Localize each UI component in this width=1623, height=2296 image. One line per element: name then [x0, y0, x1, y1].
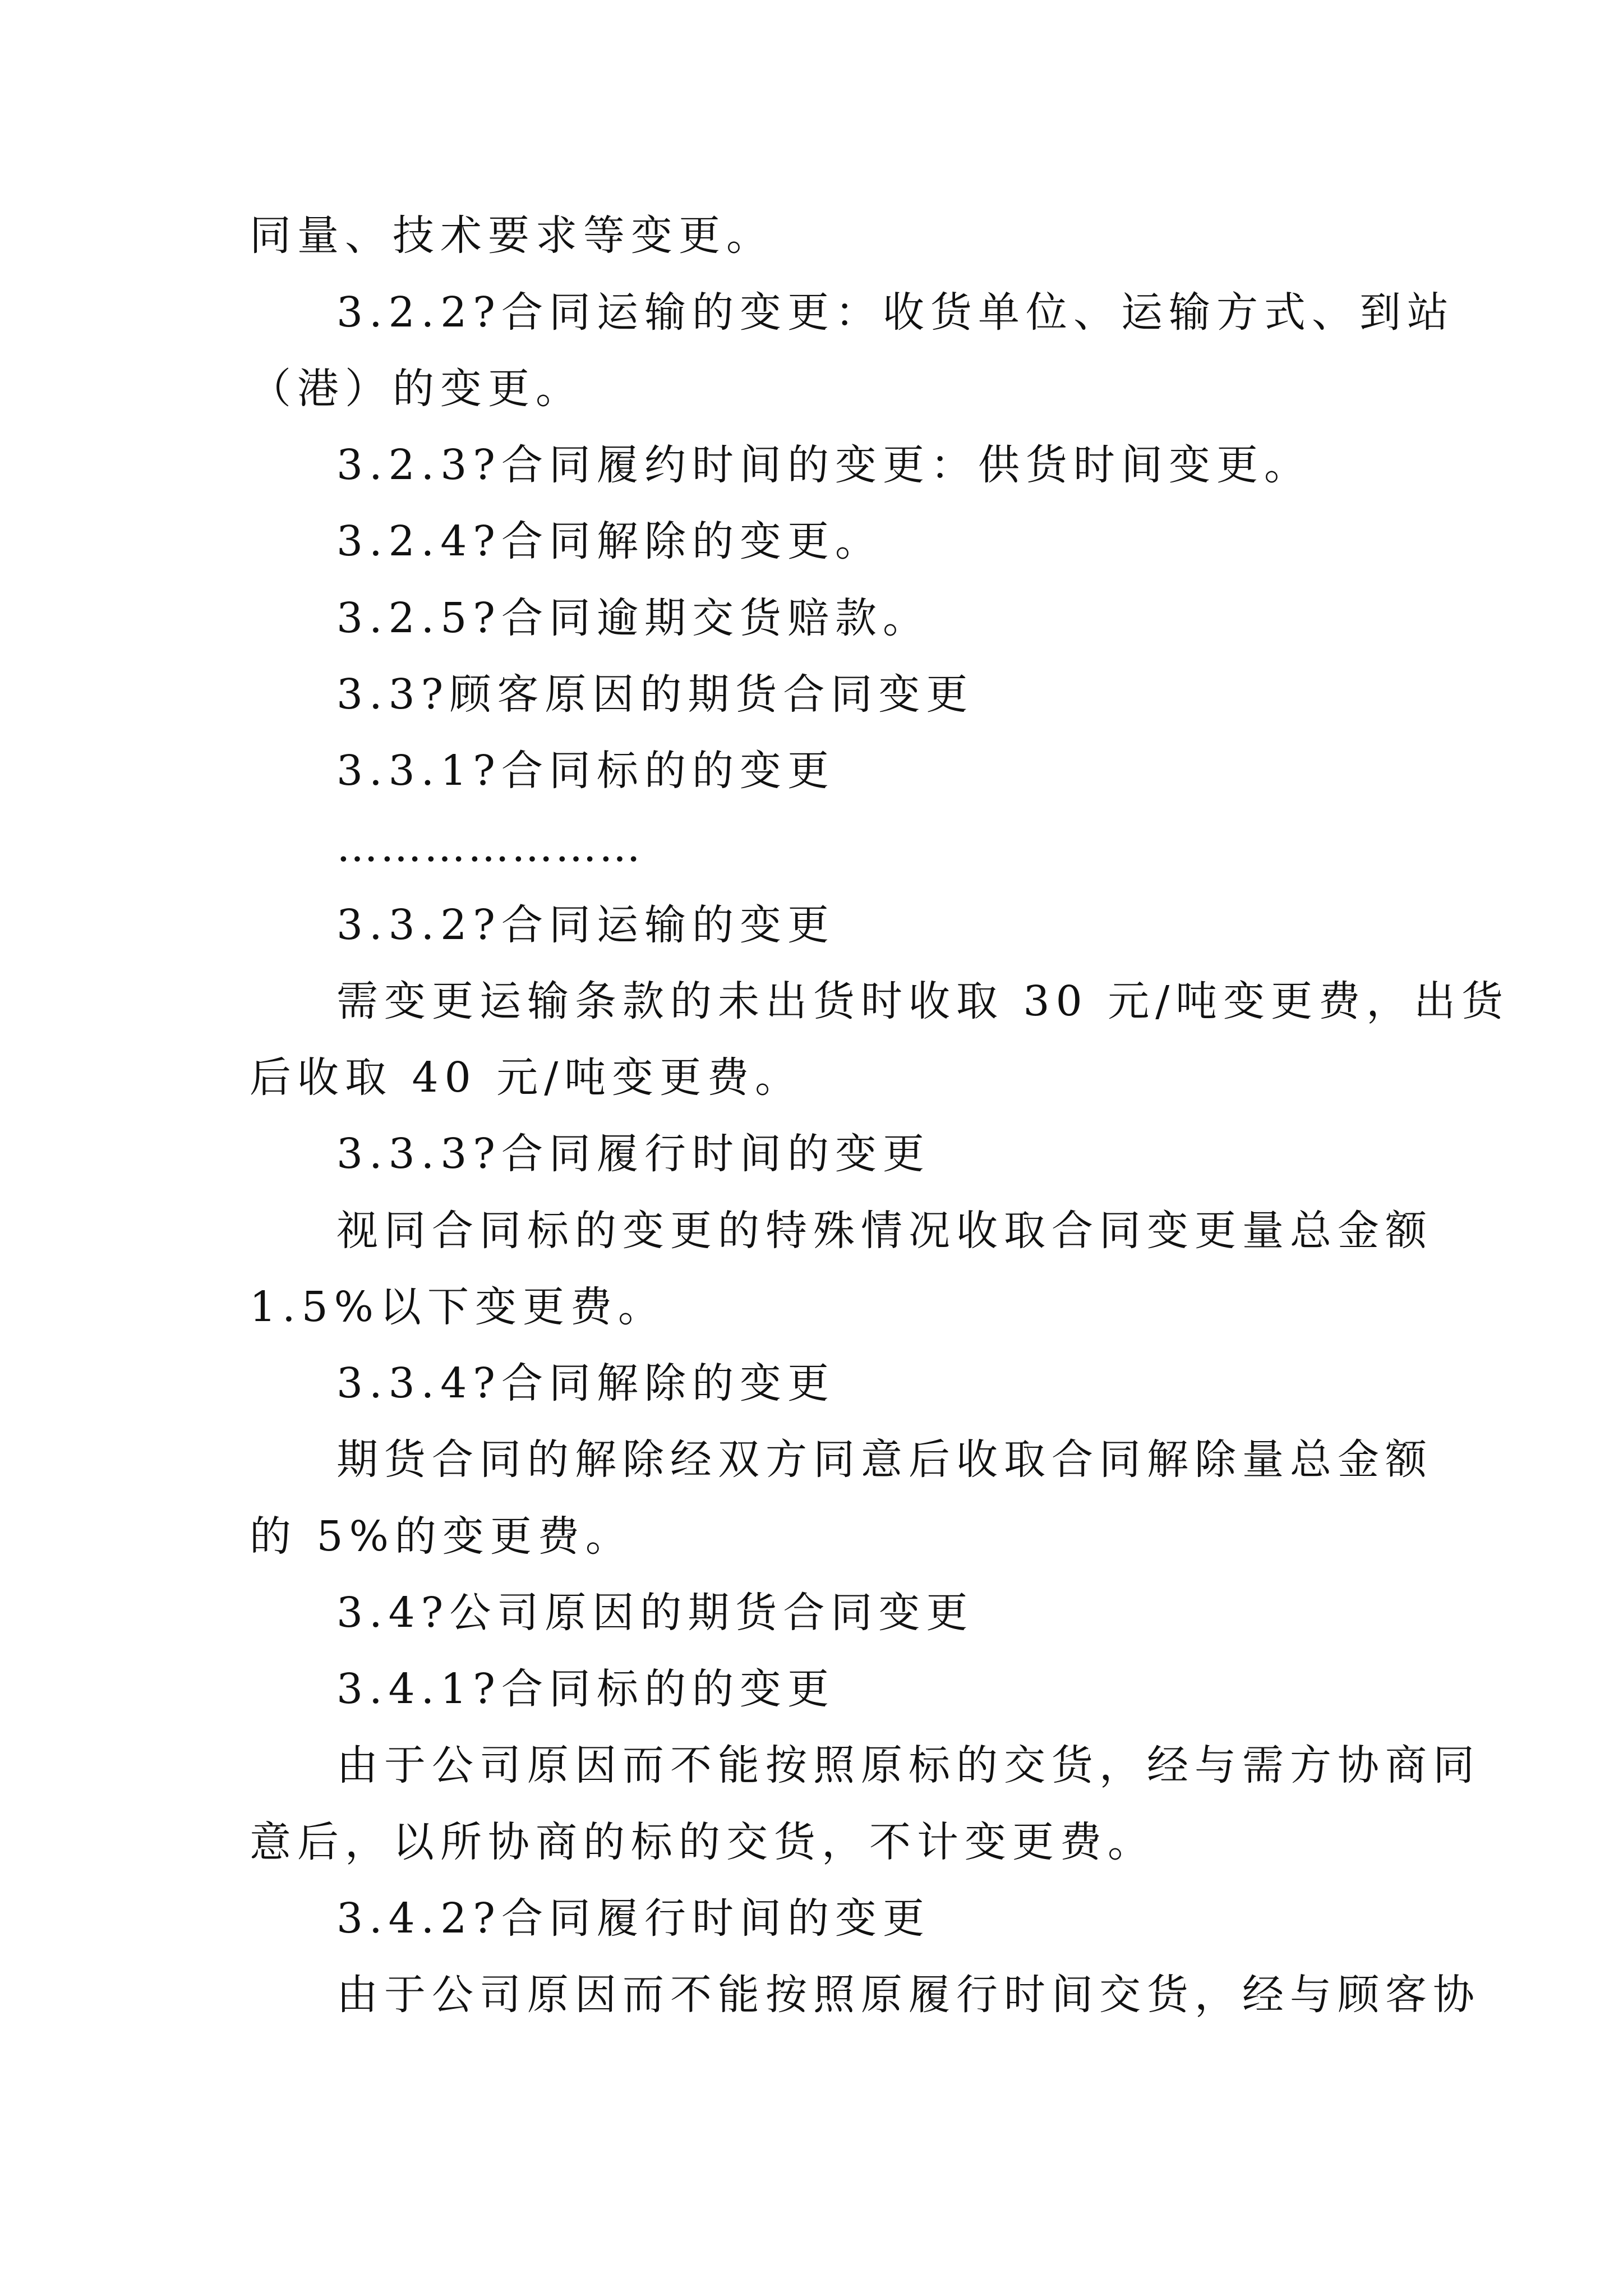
section-heading-3-3-2: 3.3.2?合同运输的变更: [336, 901, 835, 949]
paragraph-line: 的 5%的变更费。: [250, 1512, 633, 1561]
section-heading-3-2-4: 3.2.4?合同解除的变更。: [336, 517, 883, 565]
paragraph-line: 后收取 40 元/吨变更费。: [250, 1053, 803, 1102]
section-heading-3-3-3: 3.3.3?合同履行时间的变更: [336, 1130, 930, 1178]
section-heading-3-2-3: 3.2.3?合同履约时间的变更：供货时间变更。: [336, 441, 1312, 489]
section-heading-3-2-2: 3.2.2?合同运输的变更：收货单位、运输方式、到站: [336, 288, 1455, 337]
text-line: （港）的变更。: [250, 365, 583, 413]
paragraph-line: 1.5%以下变更费。: [250, 1283, 666, 1331]
paragraph-line: 需变更运输条款的未出货时收取 30 元/吨变更费，出货: [336, 977, 1510, 1025]
section-heading-3-4-1: 3.4.1?合同标的的变更: [336, 1665, 835, 1713]
paragraph-line: 期货合同的解除经双方同意后收取合同解除量总金额: [336, 1435, 1433, 1484]
text-line: 同量、技术要求等变更。: [250, 211, 774, 260]
section-heading-3-4-2: 3.4.2?合同履行时间的变更: [336, 1894, 930, 1943]
paragraph-line: 意后，以所协商的标的交货，不计变更费。: [250, 1818, 1155, 1866]
section-heading-3-3-1: 3.3.1?合同标的的变更: [336, 747, 835, 795]
ellipsis-line: …………………: [336, 823, 643, 871]
section-heading-3-4: 3.4?公司原因的期货合同变更: [336, 1589, 974, 1637]
paragraph-line: 由于公司原因而不能按照原履行时间交货，经与顾客协: [336, 1971, 1481, 2019]
section-heading-3-3-4: 3.3.4?合同解除的变更: [336, 1359, 835, 1407]
section-heading-3-2-5: 3.2.5?合同逾期交货赔款。: [336, 594, 930, 642]
section-heading-3-3: 3.3?顾客原因的期货合同变更: [336, 670, 974, 719]
paragraph-line: 由于公司原因而不能按照原标的交货，经与需方协商同: [336, 1741, 1481, 1789]
paragraph-line: 视同合同标的变更的特殊情况收取合同变更量总金额: [336, 1207, 1433, 1255]
